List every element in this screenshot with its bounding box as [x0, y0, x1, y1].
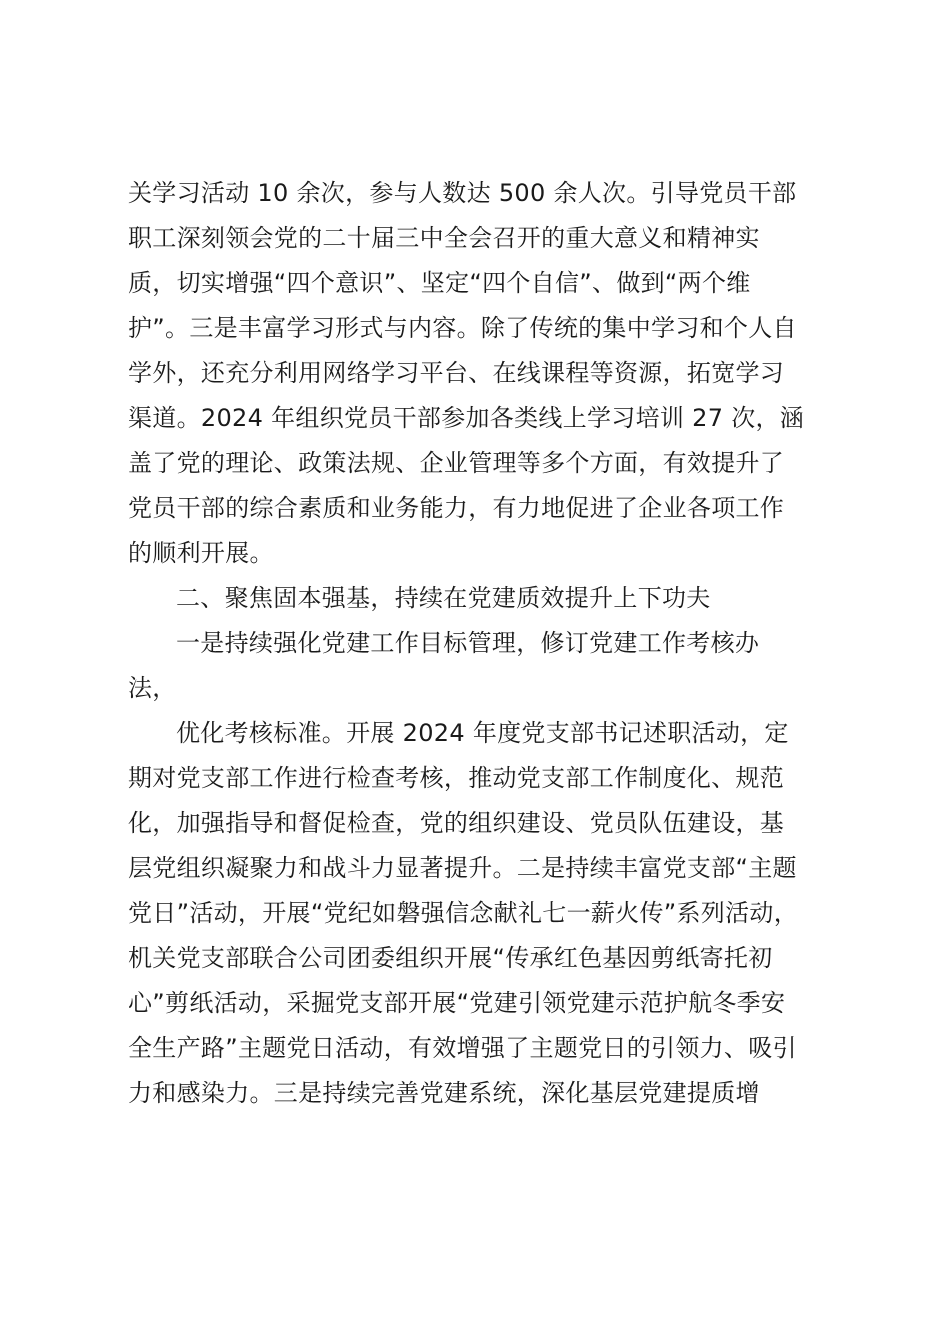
text-line: 党员干部的综合素质和业务能力，有力地促进了企业各项工作: [128, 494, 785, 522]
text-line: 化，加强指导和督促检查，党的组织建设、党员队伍建设，基: [128, 809, 785, 837]
text-line: 一是持续强化党建工作目标管理，修订党建工作考核办: [176, 629, 760, 657]
text-line: 全生产路”主题党日活动，有效增强了主题党日的引领力、吸引: [128, 1034, 797, 1062]
text-line: 护”。三是丰富学习形式与内容。除了传统的集中学习和个人自: [128, 314, 797, 342]
text-line: 机关党支部联合公司团委组织开展“传承红色基因剪纸寄托初: [128, 944, 773, 972]
text-line: 层党组织凝聚力和战斗力显著提升。二是持续丰富党支部“主题: [128, 854, 797, 882]
text-line: 优化考核标准。开展 2024 年度党支部书记述职活动，定: [176, 719, 789, 747]
text-line: 职工深刻领会党的二十届三中全会召开的重大意义和精神实: [128, 224, 760, 252]
text-line: 法，: [128, 674, 177, 702]
text-line: 期对党支部工作进行检查考核，推动党支部工作制度化、规范: [128, 764, 785, 792]
text-line: 党日”活动，开展“党纪如磐强信念献礼七一薪火传”系列活动，: [128, 899, 798, 927]
text-line: 力和感染力。三是持续完善党建系统，深化基层党建提质增: [128, 1079, 760, 1107]
text-line: 的顺利开展。: [128, 539, 274, 567]
text-line: 渠道。2024 年组织党员干部参加各类线上学习培训 27 次，涵: [128, 404, 805, 432]
text-line: 质，切实增强“四个意识”、坚定“四个自信”、做到“两个维: [128, 269, 751, 297]
section-heading: 二、聚焦固本强基，持续在党建质效提升上下功夫: [176, 584, 711, 612]
text-line: 心”剪纸活动，采掘党支部开展“党建引领党建示范护航冬季安: [128, 989, 786, 1017]
text-line: 学外，还充分利用网络学习平台、在线课程等资源，拓宽学习: [128, 359, 785, 387]
text-line: 盖了党的理论、政策法规、企业管理等多个方面，有效提升了: [128, 449, 785, 477]
text-line: 关学习活动 10 余次，参与人数达 500 余人次。引导党员干部: [128, 179, 797, 207]
